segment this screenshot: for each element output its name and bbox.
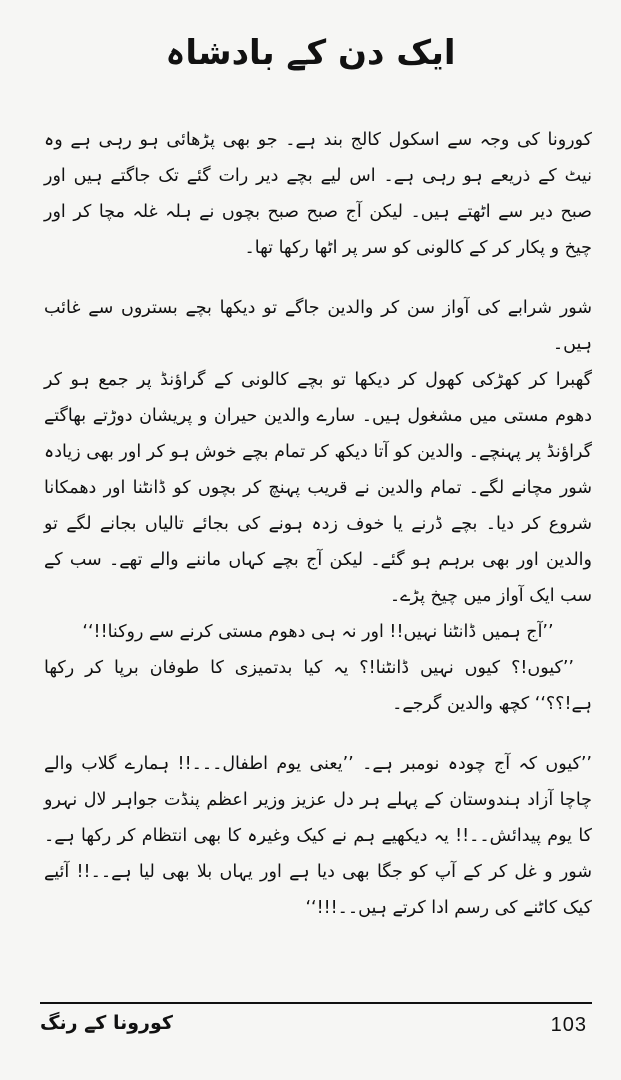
footer-divider (40, 1002, 592, 1004)
paragraph-intro: کورونا کی وجہ سے اسکول کالج بند ہے۔ جو بھی پڑھائی ہو رہی ہے وہ نیٹ کے ذریعے ہو رہی ہے۔ اس لیے بچے دیر رات گئے تک جاگتے ہیں اور صبح دیر سے اٹھتے ہیں۔ لیکن آج صبح صبح بچوں نے ہلہ غلہ مچا کر اور چیخ و پکار کر کے کالونی کو سر پر اٹھا رکھا تھا۔ (44, 130, 592, 258)
paragraph-parents-reply: ’’کیوں!؟ کیوں نہیں ڈانٹنا!؟ یہ کیا بدتمیزی کا طوفان برپا کر رکھا ہے!؟؟‘‘ کچھ والدین گرجے۔ (44, 658, 592, 714)
footer-page-number: 103 (550, 1014, 587, 1036)
paragraph-noise: شور شرابے کی آواز سن کر والدین جاگے تو دیکھا بچے بستروں سے غائب ہیں۔ (44, 298, 592, 354)
paragraph-childrens-day: ’’کیوں کہ آج چودہ نومبر ہے۔ ’’یعنی یوم اطفال۔۔۔!! ہمارے گلاب والے چاچا آزاد ہندوستان کے پہلے ہر دل عزیز وزیر اعظم پنڈت جواہر لال نہرو کا یوم پیدائش۔۔!! یہ دیکھیے ہم نے کیک وغیرہ کا بھی انتظام کر رکھا ہے۔ شور و غل کر کے آپ کو جگا بھی دیا ہے اور یہاں بلا بھی لیا ہے۔۔!! آئیے کیک کاٹنے کی رسم ادا کرتے ہیں۔۔!!!‘‘ (44, 754, 592, 918)
paragraph-ground: گھبرا کر کھڑکی کھول کر دیکھا تو بچے کالونی کے گراؤنڈ پر جمع ہو کر دھوم مستی میں مشغول ہیں۔ سارے والدین حیران و پریشان دوڑتے بھاگتے گراؤنڈ پر پہنچے۔ والدین کو آتا دیکھ کر تمام بچے خوش ہو کر اور بھی زیادہ شور مچانے لگے۔ تمام والدین نے قریب پہنچ کر بچوں کو ڈانٹنا اور دھمکانا شروع کر دیا۔ بچے ڈرنے یا خوف زدہ ہونے کی بجائے تالیاں بجانے لگے تو والدین اور بھی برہم ہو گئے۔ لیکن آج بچے کہاں ماننے والے تھے۔ سب کے سب ایک آواز میں چیخ پڑے۔ (44, 370, 592, 606)
page-title: ایک دن کے بادشاہ (165, 33, 456, 73)
footer-book-title: کورونا کے رنگ (40, 1012, 173, 1034)
paragraph-children-shout: ’’آج ہمیں ڈانٹنا نہیں!! اور نہ ہی دھوم مستی کرنے سے روکنا!!‘‘ (82, 622, 554, 642)
story-body (44, 122, 592, 926)
